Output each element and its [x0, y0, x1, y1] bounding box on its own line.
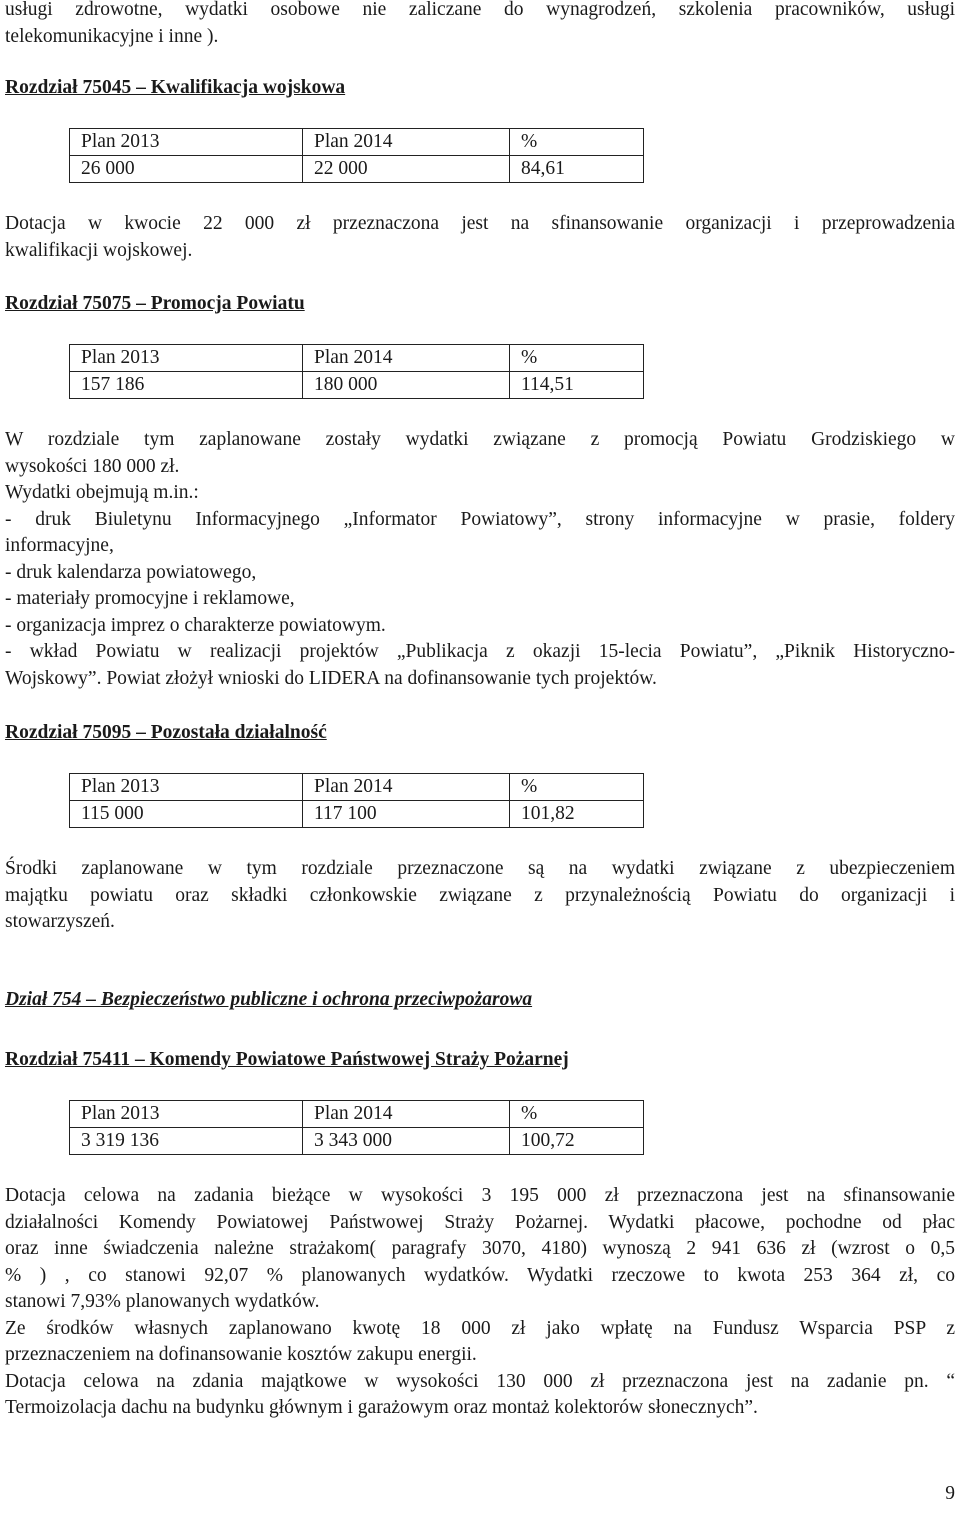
text-line: Dotacja celowa na zadania bieżące w wysokości 3 195 000 zł przeznaczona jest na sfinansowanie — [5, 1185, 955, 1206]
table-cell: 3 319 136 — [70, 1128, 303, 1155]
table-header: Plan 2013 — [70, 774, 303, 801]
text-line: - druk kalendarza powiatowego, — [5, 561, 257, 583]
table-header: % — [510, 774, 644, 801]
table-cell: 26 000 — [70, 156, 303, 183]
text-line: - wkład Powiatu w realizacji projektów „Publikacja z okazji 15-lecia Powiatu”, „Piknik Historyczno- — [5, 641, 955, 662]
budget-table — [69, 128, 644, 183]
text-line: Dotacja celowa na zdania majątkowe w wysokości 130 000 zł przeznaczona jest na zadanie pn. “ — [5, 1370, 955, 1392]
division-heading: Dział 754 – Bezpieczeństwo publiczne i ochrona przeciwpożarowa — [5, 989, 533, 1010]
text-line: Środki zaplanowane w tym rozdziale przeznaczone są na wydatki związane z ubezpieczeniem — [5, 858, 955, 879]
text-line: usługi zdrowotne, wydatki osobowe nie zaliczane do wynagrodzeń, szkolenia pracowników, usługi — [5, 0, 955, 20]
table-header: Plan 2013 — [70, 1101, 303, 1128]
text-line: W rozdziale tym zaplanowane zostały wydatki związane z promocją Powiatu Grodziskiego w — [5, 429, 955, 450]
table-header: Plan 2014 — [303, 1101, 510, 1128]
table-cell: 114,51 — [510, 372, 644, 399]
text-line: Wojskowy”. Powiat złożył wnioski do LIDERA na dofinansowanie tych projektów. — [5, 667, 657, 689]
section-paragraph — [5, 1183, 955, 1422]
table-header: % — [510, 129, 644, 156]
text-line: majątku powiatu oraz składki członkowskie związane z przynależnością Powiatu do organizacji i — [5, 884, 955, 906]
intro-paragraph — [5, 0, 955, 50]
table-cell: 115 000 — [70, 801, 303, 828]
table-header: Plan 2014 — [303, 345, 510, 372]
text-line: - druk Biuletynu Informacyjnego „Informator Powiatowy”, strony informacyjne w prasie, foldery — [5, 508, 955, 530]
budget-table — [69, 344, 644, 399]
section-heading: Rozdział 75411 – Komendy Powiatowe Państwowej Straży Pożarnej — [5, 1049, 569, 1070]
text-line: oraz inne świadczenia należne strażakom( paragrafy 3070, 4180) wynoszą 2 941 636 zł (wzrost o 0,5 — [5, 1238, 955, 1259]
text-line: informacyjne, — [5, 535, 114, 556]
table-header: % — [510, 345, 644, 372]
text-line: % ) , co stanowi 92,07 % planowanych wydatków. Wydatki rzeczowe to kwota 253 364 zł, co — [5, 1264, 955, 1286]
text-line: Dotacja w kwocie 22 000 zł przeznaczona jest na sfinansowanie organizacji i przeprowadzenia — [5, 213, 955, 234]
text-line: telekomunikacyjne i inne ). — [5, 25, 219, 47]
section-heading: Rozdział 75045 – Kwalifikacja wojskowa — [5, 77, 346, 98]
text-line: Termoizolacja dachu na budynku głównym i garażowym oraz montaż kolektorów słonecznych”. — [5, 1397, 758, 1418]
section-paragraph — [5, 211, 955, 264]
text-line: - materiały promocyjne i reklamowe, — [5, 588, 295, 609]
table-header: Plan 2014 — [303, 129, 510, 156]
text-line: przeznaczeniem na dofinansowanie kosztów zakupu energii. — [5, 1344, 477, 1365]
budget-table — [69, 773, 644, 828]
page-number: 9 — [945, 1483, 955, 1504]
table-cell: 117 100 — [303, 801, 510, 828]
text-line: kwalifikacji wojskowej. — [5, 239, 193, 261]
text-line: stowarzyszeń. — [5, 911, 115, 932]
table-header: % — [510, 1101, 644, 1128]
table-cell: 3 343 000 — [303, 1128, 510, 1155]
table-cell: 22 000 — [303, 156, 510, 183]
text-line: działalności Komendy Powiatowej Państwowej Straży Pożarnej. Wydatki płacowe, pochodne od płac — [5, 1211, 955, 1233]
text-line: - organizacja imprez o charakterze powiatowym. — [5, 614, 386, 636]
table-header: Plan 2013 — [70, 129, 303, 156]
section-heading: Rozdział 75095 – Pozostała działalność — [5, 722, 327, 743]
text-line: Ze środków własnych zaplanowano kwotę 18 000 zł jako wpłatę na Fundusz Wsparcia PSP z — [5, 1317, 955, 1339]
text-line: Wydatki obejmują m.in.: — [5, 482, 199, 503]
table-header: Plan 2014 — [303, 774, 510, 801]
table-cell: 100,72 — [510, 1128, 644, 1155]
table-header: Plan 2013 — [70, 345, 303, 372]
section-heading: Rozdział 75075 – Promocja Powiatu — [5, 293, 305, 314]
section-paragraph — [5, 427, 955, 692]
section-paragraph — [5, 856, 955, 936]
table-cell: 84,61 — [510, 156, 644, 183]
table-cell: 101,82 — [510, 801, 644, 828]
budget-table — [69, 1100, 644, 1155]
table-cell: 157 186 — [70, 372, 303, 399]
text-line: wysokości 180 000 zł. — [5, 455, 180, 477]
table-cell: 180 000 — [303, 372, 510, 399]
text-line: stanowi 7,93% planowanych wydatków. — [5, 1291, 320, 1312]
